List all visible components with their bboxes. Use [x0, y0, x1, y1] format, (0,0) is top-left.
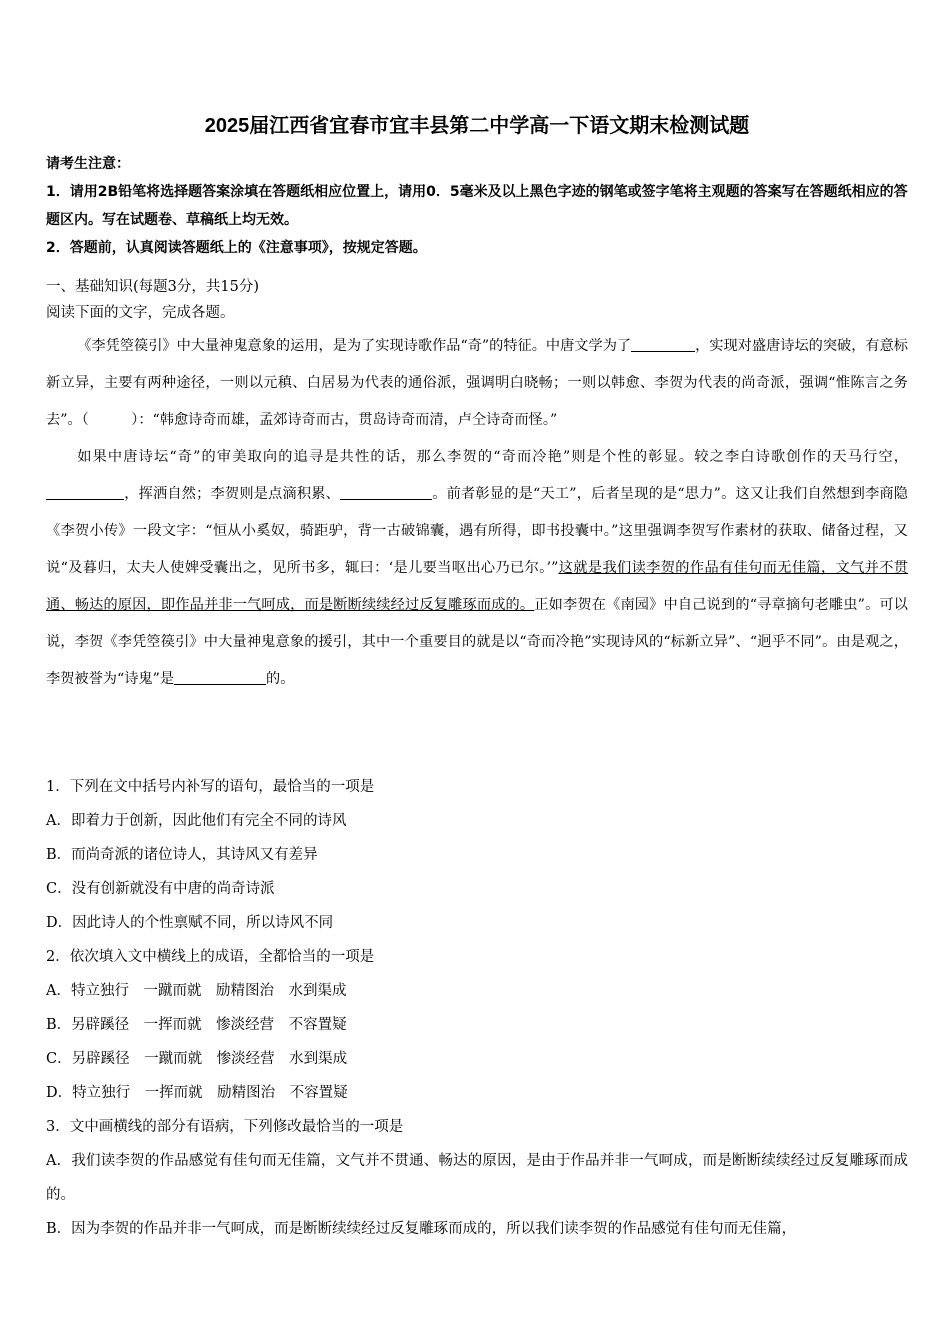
question-2-option-b: B．另辟蹊径 一挥而就 惨淡经营 不容置疑: [46, 1017, 347, 1033]
notice-block: [46, 150, 908, 262]
question-3-option-a: A．我们读李贺的作品感觉有佳句而无佳篇，文气并不贯通、畅达的原因，是由于作品并非一气呵成，而是断断续续经过反复雕琢而成的。: [46, 1153, 908, 1203]
question-3-option-b: B．因为李贺的作品并非一气呵成，而是断断续续经过反复雕琢而成的，所以我们读李贺的作品感觉有佳句而无佳篇，: [46, 1221, 797, 1237]
question-2: 2．依次填入文中横线上的成语，全都恰当的一项是: [46, 949, 375, 965]
notice-item-1: 1．请用2B铅笔将选择题答案涂填在答题纸相应位置上，请用0．5毫米及以上黑色字迹的钢笔或签字笔将主观题的答案写在答题纸相应的答题区内。写在试题卷、草稿纸上均无效。: [46, 184, 908, 228]
notice-item-2: 2．答题前，认真阅读答题纸上的《注意事项》，按规定答题。: [46, 240, 427, 256]
question-3: 3．文中画横线的部分有语病，下列修改最恰当的一项是: [46, 1119, 404, 1135]
question-1-option-c: C．没有创新就没有中唐的尚奇诗派: [46, 881, 275, 897]
section-instruction: 阅读下面的文字，完成各题。: [46, 305, 235, 321]
question-1: 1．下列在文中括号内补写的语句，最恰当的一项是: [46, 779, 375, 795]
fill-blank: [631, 337, 695, 352]
question-1-option-d: D．因此诗人的个性禀赋不同，所以诗风不同: [46, 915, 334, 931]
section-heading: 一、基础知识(每题3分，共15分): [46, 279, 259, 295]
passage-paragraph-2: [46, 439, 908, 698]
passage-text: 正如李贺在《南园》中自己说到的“寻章摘句老雕虫”。可以说，李贺《李凭箜篌引》中大量神鬼意象的援引，其中一个重要目的就是以“奇而冷艳”实现诗风的“标新立异”、“迥乎不同”。由是观之，李贺被誉为“诗鬼”是: [46, 597, 908, 687]
reading-passage: [46, 328, 908, 698]
passage-text: 如果中唐诗坛“奇”的审美取向的追寻是共性的话，那么李贺的“奇而冷艳”则是个性的彰显。较之李白诗歌创作的天马行空，: [77, 449, 908, 465]
question-2-option-a: A．特立独行 一蹴而就 励精图治 水到渠成: [46, 983, 347, 999]
fill-blank: [46, 485, 124, 500]
fill-blank: [174, 670, 266, 685]
passage-text: 的。: [266, 671, 295, 687]
passage-text: ，实现对盛唐诗坛的突破，有意标新立异，主要有两种途径，一则以元稹、白居易为代表的通俗派，强调明白晓畅；一则以韩愈、李贺为代表的尚奇派，强调“惟陈言之务去”。（ ）：“韩愈诗奇而雄，孟郊诗奇而古，贯岛诗奇而清，卢仝诗奇而怪。”: [46, 338, 908, 428]
passage-paragraph-1: [46, 328, 908, 439]
passage-text: 《李凭箜篌引》中大量神鬼意象的运用，是为了实现诗歌作品“奇”的特征。中唐文学为了: [77, 338, 632, 354]
section-header: [46, 274, 908, 326]
questions-block: [46, 770, 908, 1246]
question-1-option-b: B．而尚奇派的诸位诗人，其诗风又有差异: [46, 847, 318, 863]
notice-heading: 请考生注意：: [46, 156, 130, 172]
underlined-sentence: 这就是我们读李贺的作品有佳句而无佳篇，文气并不贯通、畅达的原因，即作品并非一气呵成，而是断断续续经过反复雕琢而成的。: [46, 560, 908, 613]
question-1-option-a: A．即着力于创新，因此他们有完全不同的诗风: [46, 813, 347, 829]
passage-text: ，挥洒自然；李贺则是点滴积累、: [124, 486, 341, 502]
exam-title: 2025届江西省宜春市宜丰县第二中学高一下语文期末检测试题: [204, 115, 750, 137]
question-2-option-d: D．特立独行 一挥而就 励精图治 不容置疑: [46, 1085, 348, 1101]
passage-text: 。前者彰显的是“天工”，后者呈现的是“思力”。这又让我们自然想到李商隐《李贺小传》一段文字：“恒从小奚奴，骑距驴，背一古破锦囊，遇有所得，即书投囊中。”这里强调李贺写作素材的获取、储备过程，又说“及暮归，太夫人使婢受囊出之，见所书多，辄曰：‘是儿要当呕出心乃已尔。’”: [46, 486, 908, 576]
fill-blank: [340, 485, 432, 500]
question-2-option-c: C．另辟蹊径 一蹴而就 惨淡经营 水到渠成: [46, 1051, 348, 1067]
